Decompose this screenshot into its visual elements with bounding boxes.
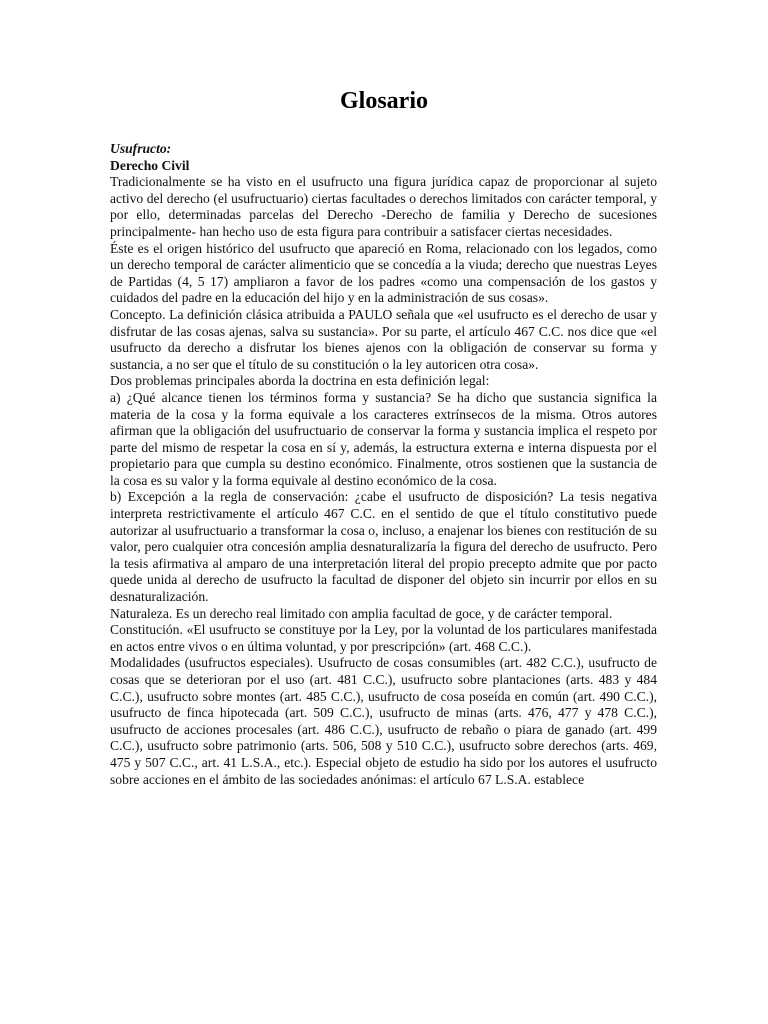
glossary-entry [110, 141, 657, 788]
paragraph-concepto: Concepto. La definición clásica atribuida a PAULO señala que «el usufructo es el derecho de usar y disfrutar de las cosas ajenas, salva su sustancia». Por su parte, el artículo 467 C.C. nos dice que «el usufructo da derecho a disfrutar los bienes ajenos con la obligación de conservar su forma y sustancia, a no ser que el título de su constitución o la ley autoricen otra cosa». [110, 306, 657, 372]
paragraph-origin: Éste es el origen histórico del usufructo que apareció en Roma, relacionado con los legados, como un derecho temporal de carácter alimenticio que se concedía a la viuda; derecho que nuestras Leyes de Partidas (4, 5 17) ampliaron a favor de los padres «como una compensación de los gastos y cuidados del padre en la educación del hijo y en la administración de sus cosas». [110, 240, 657, 306]
page-title: Glosario [340, 88, 428, 114]
paragraph-intro: Tradicionalmente se ha visto en el usufructo una figura jurídica capaz de proporcionar al sujeto activo del derecho (el usufructuario) ciertas facultades o derechos limitados con carácter temporal, y por ello, determinadas parcelas del Derecho -Derecho de familia y Derecho de sucesiones principalmente- han hecho uso de esta figura para contribuir a satisfacer ciertas necesidades. [110, 174, 657, 239]
entry-subheading: Derecho Civil [110, 157, 190, 173]
paragraph-problem-b: b) Excepción a la regla de conservación: ¿cabe el usufructo de disposición? La tesis negativa interpreta restrictivamente el artículo 467 C.C. en el sentido de que el título constitutivo puede autorizar al usufructuario a transformar la cosa o, incluso, a enajenar los bienes con restitución de su valor, pero cualquier otra concesión amplia desnaturalizaría la figura del derecho de usufructo. Pero la tesis afirmativa al amparo de una interpretación literal del propio precepto admite que por pacto quede unida al derecho de usufructo la facultad de disponer del objeto sin incurrir por ellos en su desnaturalización. [110, 489, 657, 605]
paragraph-constitucion: Constitución. «El usufructo se constituye por la Ley, por la voluntad de los particulares manifestada en actos entre vivos o en última voluntad, y por prescripción» (art. 468 C.C.). [110, 622, 657, 654]
paragraph-problem-a: a) ¿Qué alcance tienen los términos forma y sustancia? Se ha dicho que sustancia significa la materia de la cosa y la forma equivale a los caracteres extrínsecos de la misma. Otros autores afirman que la obligación del usufructuario de conservar la forma y sustancia implica el respeto por parte del mismo de respetar la cosa en sí y, además, la estructura externa e interna dispuesta por el propietario para que cumpla su destino económico. Finalmente, otros sostienen que la sustancia de la cosa es su valor y la forma equivale al destino económico de la cosa. [110, 389, 657, 488]
paragraph-problems: Dos problemas principales aborda la doctrina en esta definición legal: [110, 373, 490, 389]
paragraph-naturaleza: Naturaleza. Es un derecho real limitado con amplia facultad de goce, y de carácter temporal. [110, 605, 613, 621]
paragraph-modalidades: Modalidades (usufructos especiales). Usufructo de cosas consumibles (art. 482 C.C.), usufructo de cosas que se deterioran por el uso (art. 481 C.C.), usufructo sobre plantaciones (arts. 483 y 484 C.C.), usufructo sobre montes (art. 485 C.C.), usufructo de cosa poseída en común (art. 490 C.C.), usufructo de finca hipotecada (art. 509 C.C.), usufructo de minas (arts. 476, 477 y 478 C.C.), usufructo de acciones procesales (art. 486 C.C.), usufructo de rebaño o piara de ganado (art. 499 C.C.), usufructo sobre patrimonio (arts. 506, 508 y 510 C.C.), usufructo sobre derechos (arts. 469, 475 y 507 C.C., art. 41 L.S.A., etc.). Especial objeto de estudio ha sido por los autores el usufructo sobre acciones en el ámbito de las sociedades anónimas: el artículo 67 L.S.A. establece [110, 655, 657, 787]
entry-term: Usufructo: [110, 141, 172, 156]
